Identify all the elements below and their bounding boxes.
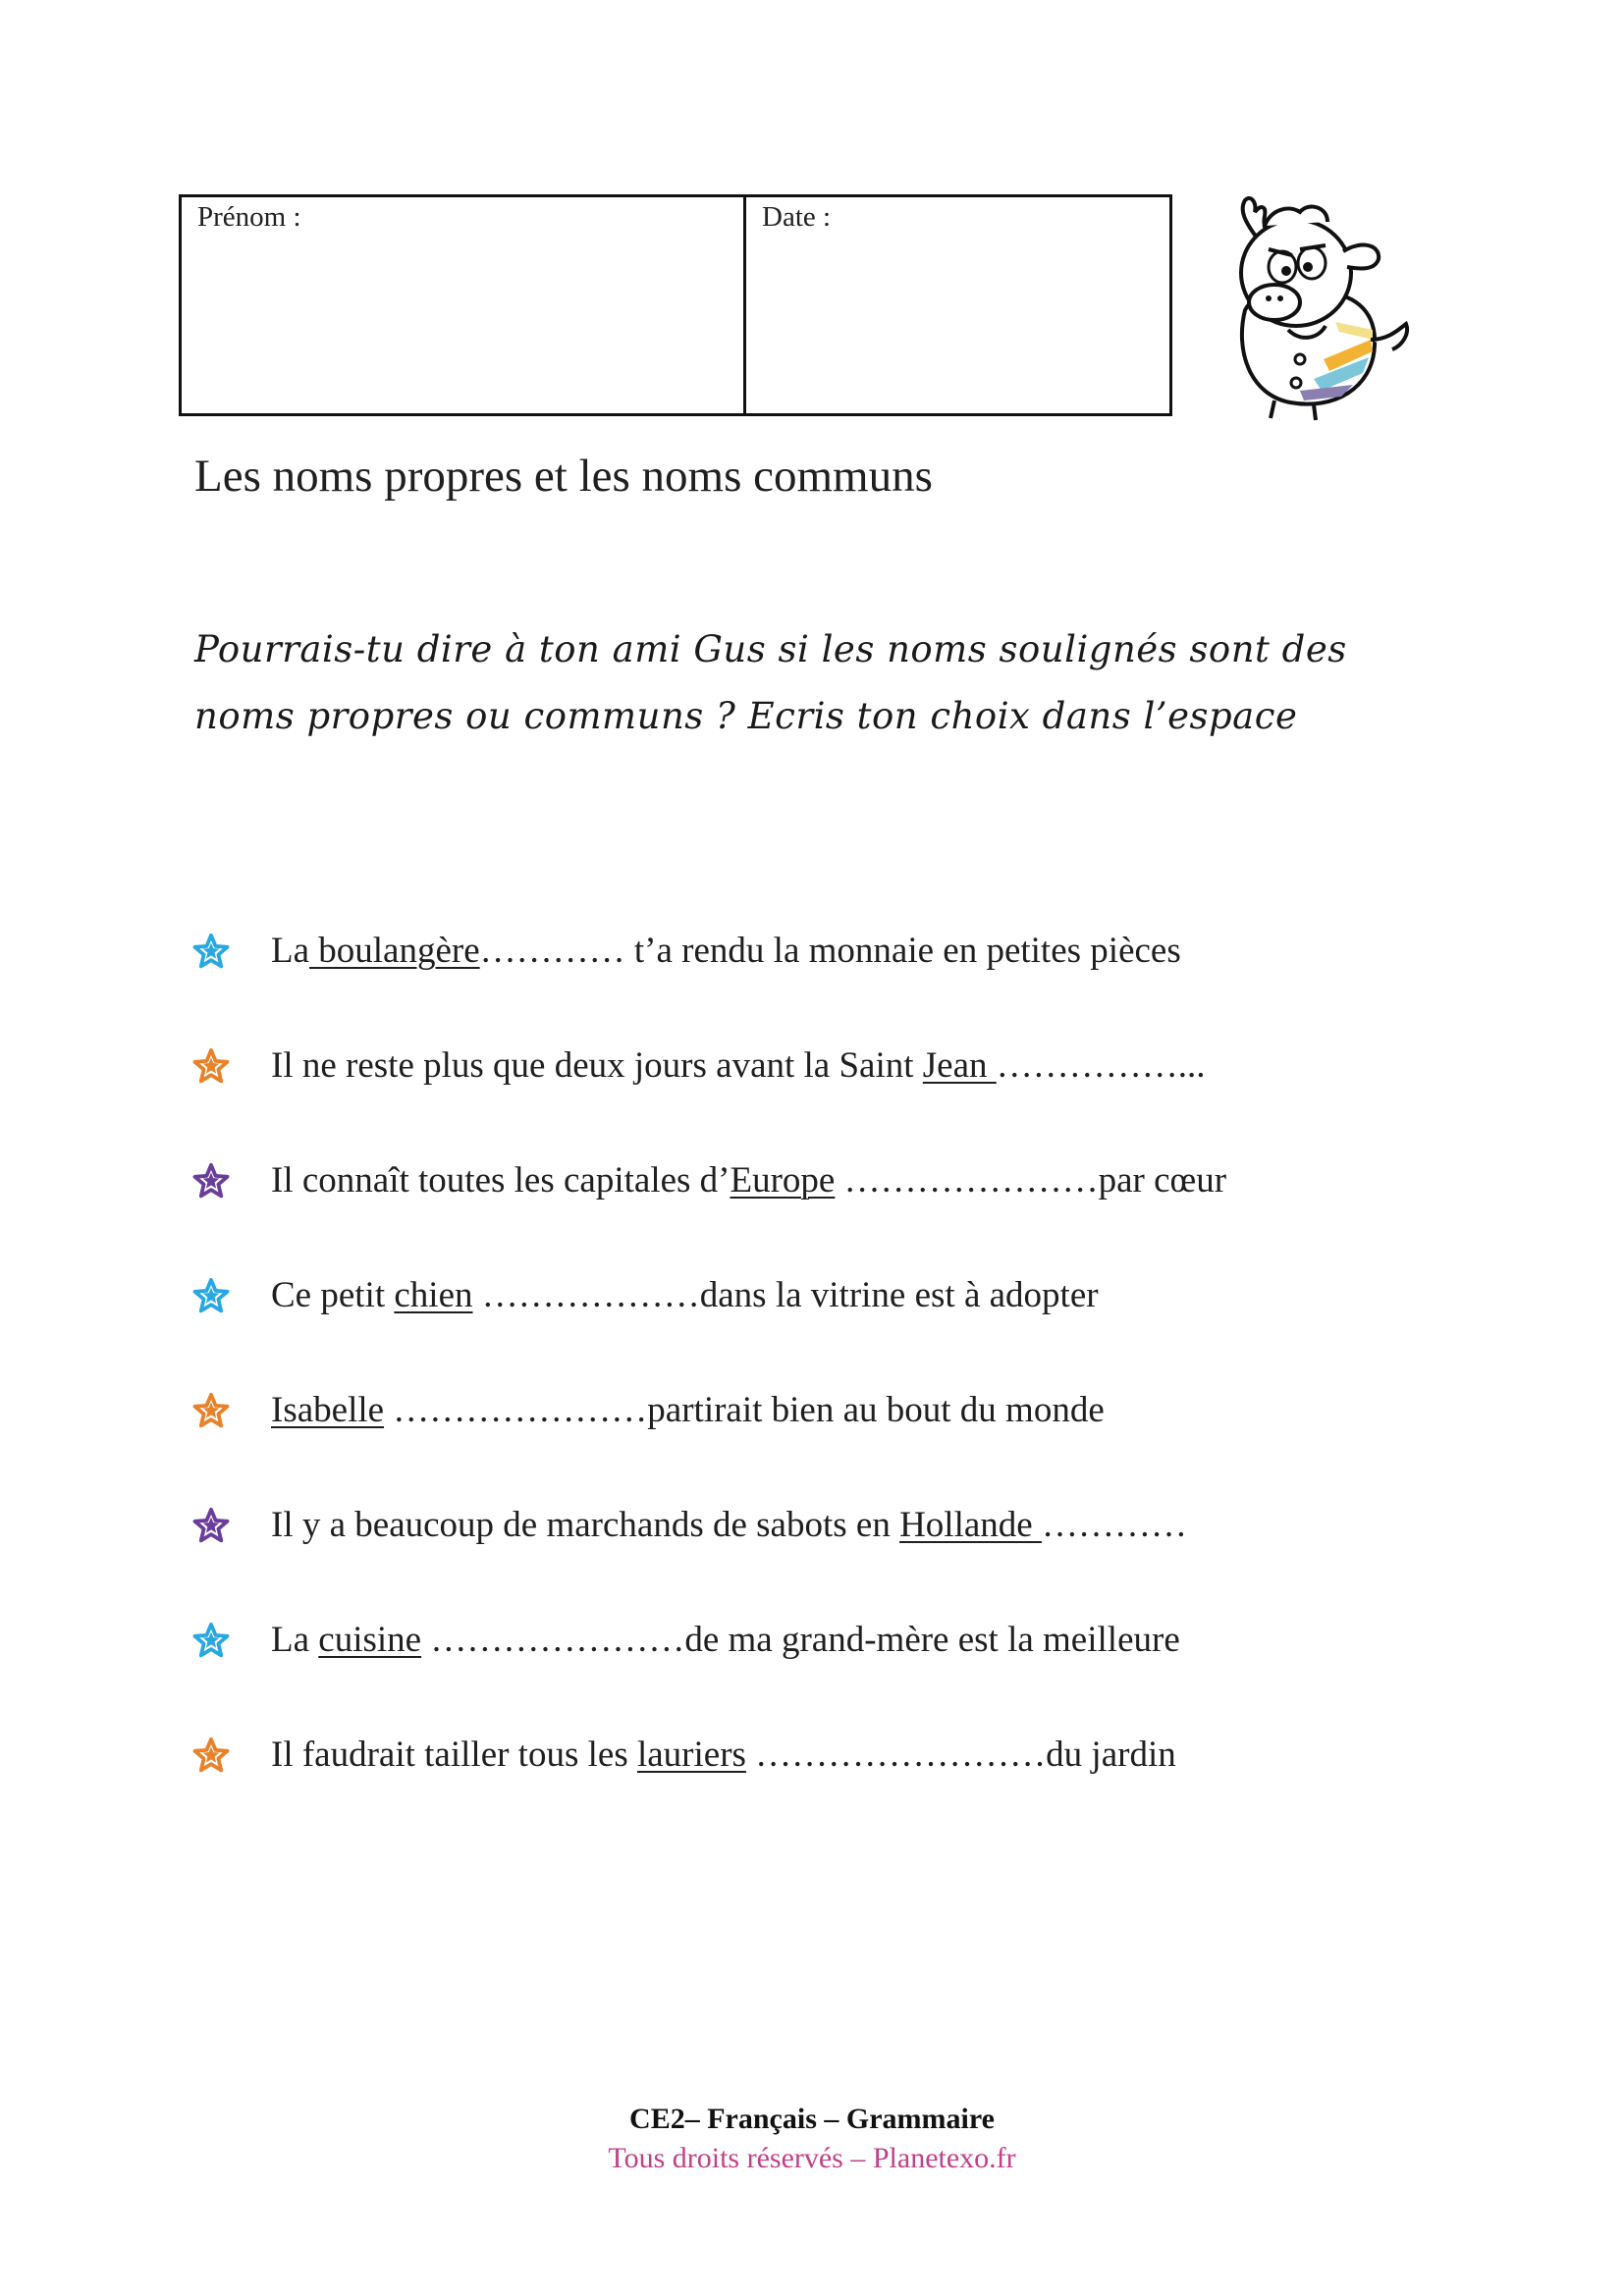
date-field[interactable] [746, 197, 1169, 413]
exercise-sentence [271, 1501, 1187, 1550]
sentence-start: Il y a beaucoup de marchands de sabots en [271, 1505, 900, 1545]
sentence-blank-and-end[interactable]: ………………dans la vitrine est à adopter [472, 1275, 1099, 1315]
exercise-item [192, 1501, 1469, 1616]
exercise-item [192, 1386, 1469, 1501]
exercise-item [192, 1731, 1469, 1845]
underlined-noun: Hollande [899, 1505, 1042, 1545]
name-label: Prénom : [197, 201, 301, 233]
exercise-sentence [271, 1616, 1180, 1665]
sentence-blank-and-end[interactable]: ………… t’a rendu la monnaie en petites pièces [479, 931, 1181, 971]
underlined-noun: Isabelle [271, 1390, 385, 1430]
sentence-start: Il connaît toutes les capitales d’ [271, 1160, 731, 1201]
underlined-noun: boulangère [309, 931, 480, 971]
gus-mascot-icon [1206, 192, 1412, 424]
underlined-noun: cuisine [318, 1620, 422, 1660]
page-title: Les noms propres et les noms communs [194, 451, 933, 502]
underlined-noun: chien [394, 1275, 473, 1315]
exercise-item [192, 1271, 1469, 1386]
sentence-start: La [271, 931, 310, 971]
star-orange-icon [192, 1392, 230, 1429]
instruction-text: Pourrais-tu dire à ton ami Gus si les noms soulignés sont des noms propres ou communs ? Ecris ton choix dans l’espace [194, 628, 1347, 737]
underlined-noun: Europe [730, 1160, 836, 1201]
date-label: Date : [762, 201, 832, 233]
star-purple-icon [192, 1162, 230, 1200]
name-field[interactable] [182, 197, 746, 413]
exercise-sentence [271, 1271, 1099, 1320]
exercise-item [192, 1616, 1469, 1731]
exercise-item [192, 1041, 1469, 1156]
underlined-noun: Jean [922, 1045, 997, 1086]
star-blue-icon [192, 933, 230, 970]
star-orange-icon [192, 1047, 230, 1085]
underlined-noun: lauriers [636, 1735, 746, 1775]
sentence-start: Il faudrait tailler tous les [271, 1735, 637, 1775]
exercise-sentence [271, 1386, 1105, 1435]
sentence-blank-and-end[interactable]: …………………partirait bien au bout du monde [384, 1390, 1105, 1430]
student-info-table [179, 194, 1172, 416]
sentence-start: La [271, 1620, 319, 1660]
footer-subject: CE2– Français – Grammaire [629, 2103, 995, 2135]
star-blue-icon [192, 1277, 230, 1314]
star-blue-icon [192, 1622, 230, 1659]
sentence-blank-and-end[interactable]: ……………………du jardin [745, 1735, 1176, 1775]
sentence-blank-and-end[interactable]: …………………de ma grand-mère est la meilleure [421, 1620, 1180, 1660]
sentence-blank-and-end[interactable]: …………………par cœur [835, 1160, 1227, 1201]
exercise-item [192, 1156, 1469, 1271]
footer-rights: Tous droits réservés – Planetexo.fr [608, 2142, 1016, 2174]
sentence-start: Ce petit [271, 1275, 395, 1315]
star-purple-icon [192, 1507, 230, 1544]
exercise-sentence [271, 1731, 1176, 1780]
sentence-blank-and-end[interactable]: ……………... [996, 1045, 1206, 1086]
sentence-start: Il ne reste plus que deux jours avant la Saint [271, 1045, 923, 1086]
exercise-item [192, 927, 1469, 1041]
star-orange-icon [192, 1736, 230, 1774]
exercise-sentence [271, 1041, 1206, 1091]
exercise-sentence [271, 1156, 1226, 1205]
sentence-blank-and-end[interactable]: ………… [1041, 1505, 1187, 1545]
exercise-list [192, 927, 1469, 1845]
exercise-sentence [271, 927, 1181, 976]
